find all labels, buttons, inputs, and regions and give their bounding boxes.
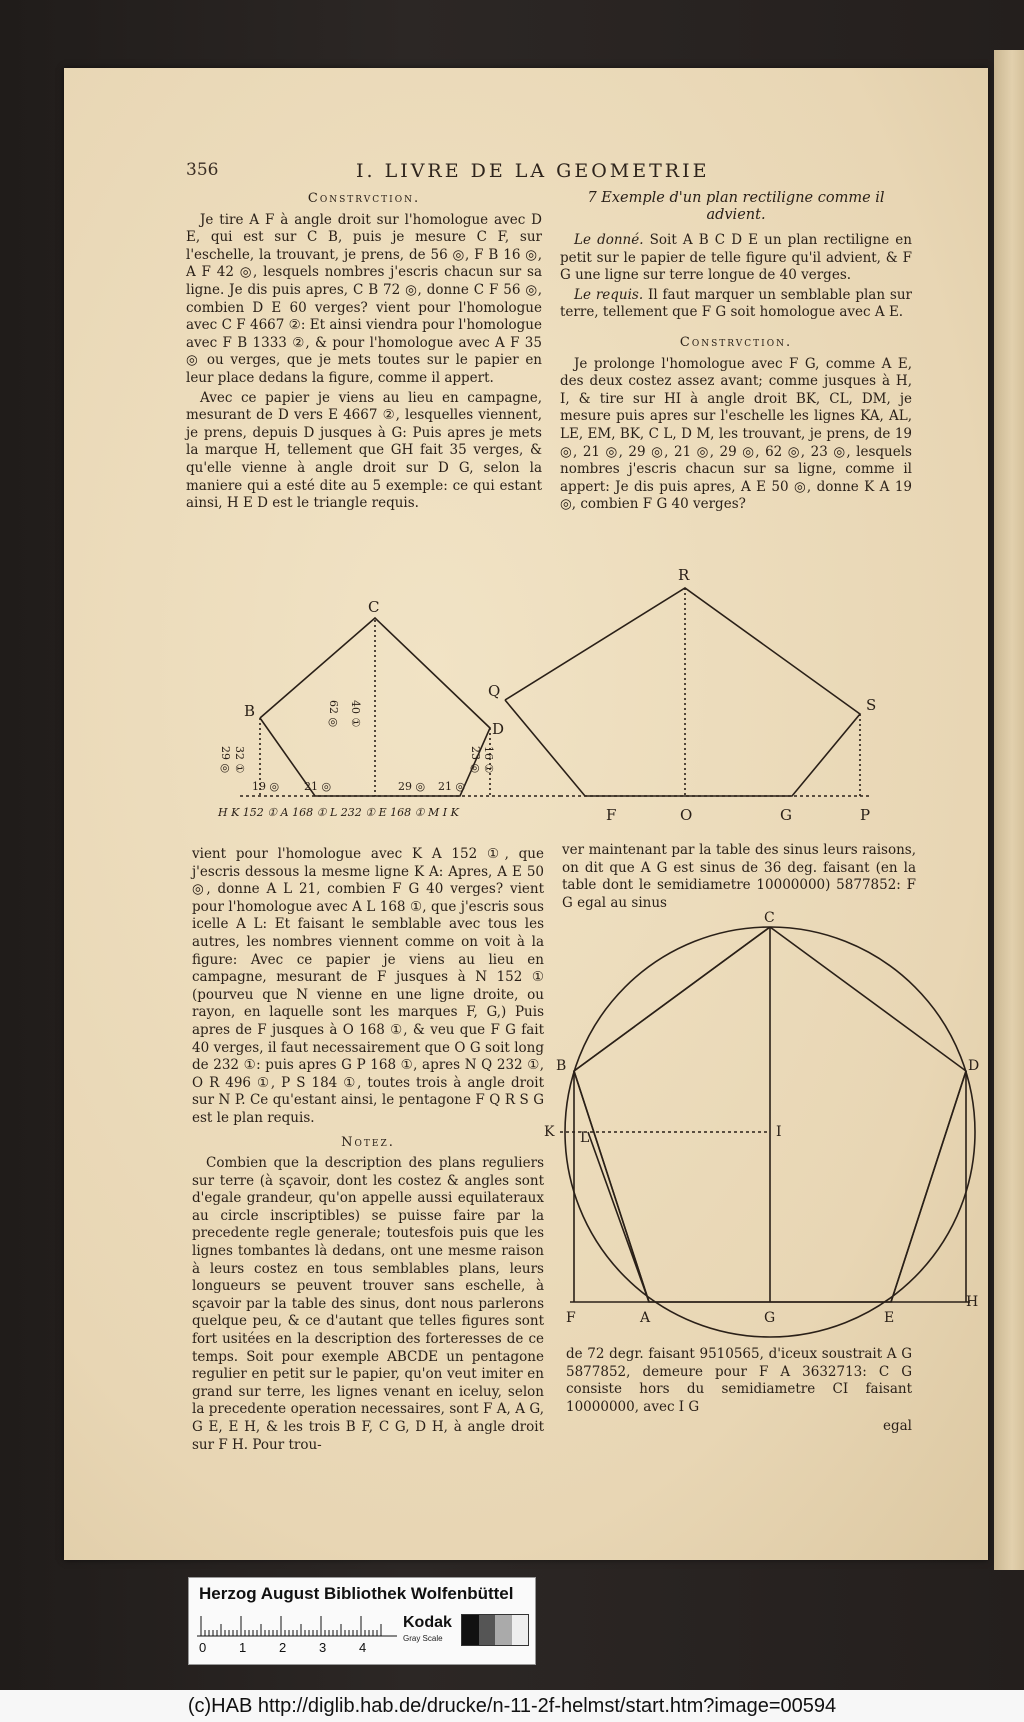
measure-dm-16: 16 ① (482, 746, 495, 774)
circle-label-b: B (556, 1058, 567, 1074)
book-title: I. LIVRE DE LA GEOMETRIE (356, 160, 710, 182)
left-column-top (186, 190, 542, 515)
bottom-right-paragraph-bottom: de 72 degr. faisant 9510565, d'iceux soustrait A G 5877852, demeure pour F A 3632713: C G consiste hors du semidiametre CI faisant 10000000, avec I G (566, 1346, 912, 1415)
line-bc (574, 927, 770, 1071)
gray-scale-label: Gray Scale (403, 1634, 443, 1643)
ruler-num-3: 3 (319, 1640, 327, 1655)
ruler-numbers (199, 1640, 389, 1658)
gray-patch-light (512, 1615, 529, 1645)
measure-le-29: 29 ◎ (398, 780, 426, 793)
institution-name: Herzog August Bibliothek Wolfenbüttel (199, 1584, 514, 1603)
gray-patch-black (462, 1615, 479, 1645)
left-paragraph-1: Je tire A F à angle droit sur l'homologue avec D E, qui est sur C B, puis je mesure C F, sur l'eschelle, la trouvant, je prens, de 56 ◎, F B 16 ◎, A F 42 ◎, lesquels nombres j'escris chacun sur sa ligne. Je dis puis apres, C B 72 ◎, donne C F 56 ◎, combien D E 60 verges? vient pour l'homologue avec C F 4667 ②: Et ainsi viendra pour l'homologue avec F B 1333 ②, & pour l'homologue avec A F 35 ◎ ou verges, que je mets toutes sur le papier en leur place dedans la figure, comme il appert. (186, 211, 542, 386)
large-pentagon-outline (505, 588, 860, 796)
fig-label-g: G (780, 806, 792, 824)
donne-paragraph (560, 232, 912, 285)
circle-label-i: I (776, 1124, 782, 1140)
circle-label-f: F (566, 1310, 576, 1326)
fig-label-o: O (680, 806, 693, 824)
ruler-num-2: 2 (279, 1640, 287, 1655)
donne-label: Le donné. (574, 232, 644, 248)
gray-patch-dark (479, 1615, 496, 1645)
fig-label-p: P (860, 806, 871, 824)
right-column-bottom-lower (566, 1346, 912, 1436)
requis-paragraph (560, 287, 912, 322)
next-page-edge (994, 50, 1024, 1570)
inscribed-pentagon-figure (540, 910, 980, 1350)
construction-heading-left: Constrvction. (307, 191, 421, 206)
measure-cl-62: 62 ◎ (327, 700, 340, 728)
fig-label-s: S (866, 696, 877, 714)
small-base-text: H K 152 ① A 168 ① L 232 ① E 168 ① M I K (218, 806, 459, 819)
bottom-left-paragraph-1: vient pour l'homologue avec K A 152 ①, que j'escris dessous la mesme ligne K A: Apres, A E 50 ◎, donne A L 21, combien F G 40 verges? vient pour l'homologue avec A L 168 ①, que j'escris sous icelle A L: Et faisant le semblable avec tous les autres, les nombres viennent comme on voit à la figure: Avec ce papier je viens au lieu en campagne, mesurant de F jusques à N 152 ① (pourveu que N vienne en une ligne droite, ou rayon, en laquelle sont les marques F, G,) Puis apres de F jusques à O 168 ①, & veu que F G fait 40 verges, il faut necessairement que O G soit long de 232 ①: puis apres G P 168 ①, apres N Q 232 ①, O R 496 ①, P S 184 ①, toutes trois à angle droit sur N P. Ce qu'estant ainsi, le pentagone F Q R S G est le plan requis. (192, 846, 544, 1126)
ruler-num-0: 0 (199, 1640, 207, 1655)
circle-label-a: A (640, 1310, 651, 1326)
fig-label-r: R (678, 566, 690, 584)
fig-label-f: F (606, 806, 617, 824)
page-number: 356 (186, 160, 219, 180)
kodak-logo: Kodak (403, 1614, 452, 1631)
measure-dm-23: 23 ◎ (469, 746, 482, 774)
calibration-card (188, 1577, 536, 1665)
catchword: egal (883, 1418, 912, 1435)
requis-label: Le requis. (574, 286, 644, 303)
circle-label-e: E (884, 1310, 895, 1326)
right-column-bottom-top (562, 842, 916, 914)
line-la (588, 1132, 649, 1302)
ruler-num-4: 4 (359, 1640, 367, 1655)
measure-ka-19: 19 ◎ (252, 780, 280, 793)
right-column-top (560, 190, 912, 516)
right-paragraph: Je prolonge l'homologue avec F G, comme A E, des deux costez assez avant; comme jusques à H, I, & tire sur HI à angle droit BK, CL, DM, je mesure puis apres sur l'eschelle les lignes KA, AL, LE, EM, BK, C L, D M, les trouvant, je prens, de 19 ◎, 21 ◎, 29 ◎, 21 ◎, 29 ◎, 62 ◎, 23 ◎, lesquels nombres j'escris chacun sur sa ligne, comme il appert: Je dis puis apres, A E 50 ◎, donne K A 19 ◎, combien F G 40 verges? (560, 355, 912, 513)
fig-label-d: D (492, 720, 505, 738)
circle-label-h: H (966, 1294, 979, 1310)
example-title: 7 Exemple d'un plan rectiligne comme il advient. (587, 190, 885, 223)
pentagon-figures (218, 550, 930, 830)
measure-em-21: 21 ◎ (438, 780, 466, 793)
notez-heading: Notez. (341, 1134, 395, 1150)
left-paragraph-2: Avec ce papier je viens au lieu en campagne, mesurant de D vers E 4667 ②, lesquelles viennent, je prens, depuis D jusques à G: Puis apres je mets la marque H, tellement que GH fait 35 verges, & qu'elle vienne à angle droit sur D G, selon la maniere qui a esté dite au 5 exemple: ce qui estant ainsi, H E D est le triangle requis. (186, 389, 542, 512)
circle-label-c: C (764, 910, 775, 926)
gray-scale-patches (461, 1614, 529, 1646)
circle-label-k: K (544, 1124, 555, 1140)
line-de (891, 1071, 966, 1302)
circle-label-g: G (764, 1310, 776, 1326)
line-ba (574, 1071, 649, 1302)
measure-cl-40: 40 ① (349, 700, 362, 728)
bottom-right-paragraph-top: ver maintenant par la table des sinus leurs raisons, on dit que A G est sinus de 36 deg. faisant (en la table dont le semidiametre 10000000) 5877852: F G egal au sinus (562, 842, 916, 911)
measure-al-21: 21 ◎ (304, 780, 332, 793)
measure-bk-32: 32 ① (233, 746, 246, 774)
ruler-scale (197, 1612, 397, 1638)
circle-label-d: D (968, 1058, 980, 1074)
measure-bk-29: 29 ◎ (219, 746, 232, 774)
fig-label-b: B (244, 702, 256, 720)
donne-text: Soit A B C D E un plan rectiligne en petit sur le papier de telle figure qu'il advient, & F G une ligne sur terre longue de 40 verges. (560, 232, 912, 284)
construction-heading-right: Constrvction. (679, 334, 793, 350)
requis-text: Il faut marquer un semblable plan sur terre, tellement que F G soit homologue avec A E. (560, 286, 912, 321)
credit-footer: (c)HAB http://diglib.hab.de/drucke/n-11-2f-helmst/start.htm?image=00594 (0, 1690, 1024, 1722)
fig-label-c: C (368, 598, 380, 616)
left-column-bottom (192, 846, 544, 1456)
running-head (186, 160, 906, 184)
gray-patch-mid (495, 1615, 512, 1645)
ruler-num-1: 1 (239, 1640, 247, 1655)
fig-label-q: Q (488, 682, 501, 700)
bottom-left-paragraph-2: Combien que la description des plans reguliers sur terre (à sçavoir, dont les costez & angles sont d'egale grandeur, qu'on appelle aussi equilateraux au circle inscriptibles) se puisse faire par la precedente regle generale; toutesfois puis que les lignes tombantes là dedans, ont une mesme raison à leurs costez en tous semblables plans, leurs longueurs se peuvent trouver sans eschelle, à sçavoir par la table des sinus, dont nous parlerons quelque peu, & ce d'autant que telles figures sont fort usitées en la description des forteresses de ce temps. Soit pour exemple ABCDE un pentagone regulier en petit sur le papier, qu'on veut imiter en grand sur terre, les lignes venant en iceluy, selon la precedente operation necessaires, sont F A, A G, G E, E H, & les trois B F, C G, D H, à angle droit sur F H. Pour trou- (192, 1155, 544, 1453)
circle-label-l: L (580, 1130, 590, 1146)
